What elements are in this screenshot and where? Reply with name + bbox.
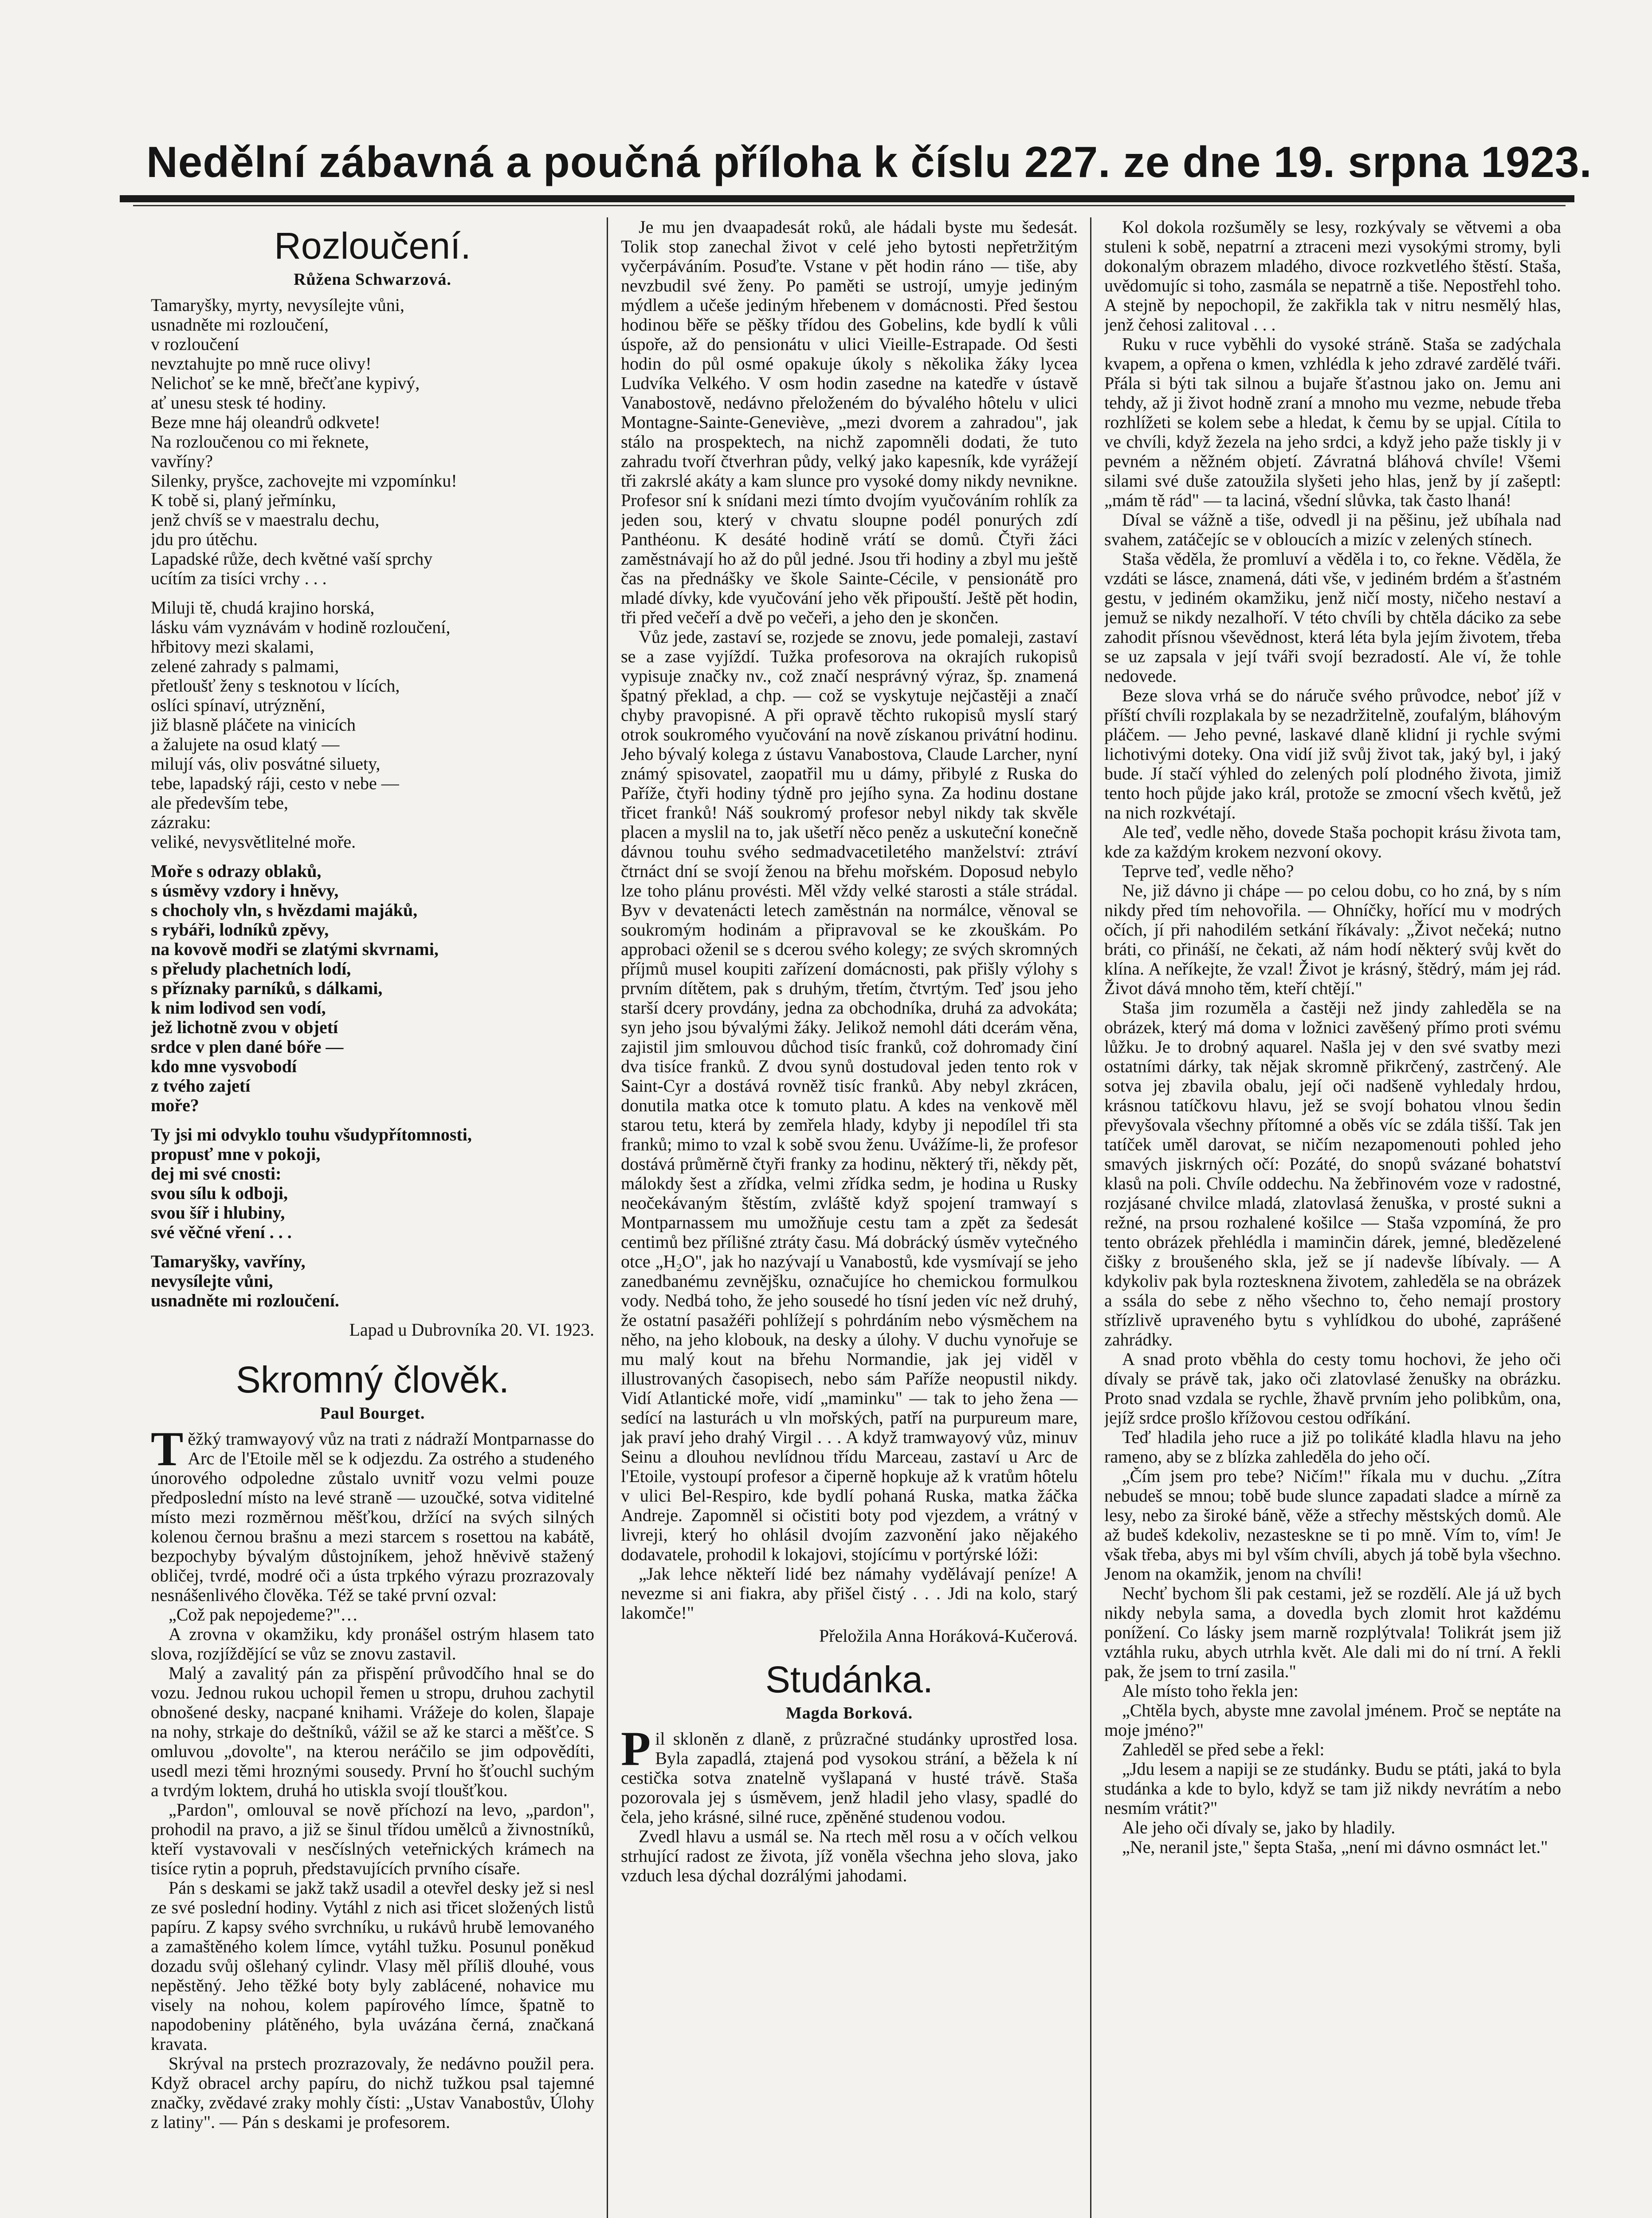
poem-stanza: Ty jsi mi odvyklo touhu všudypřítomnosti, propusť mne v pokoji, dej mi své cnosti: svou sílu k odboji, svou šíř i hlubiny, své věčné vření . . . [151, 1125, 472, 1242]
story-paragraph: Vůz jede, zastaví se, rozjede se znovu, jede pomaleji, zastaví se a zase vyjíždí. Tužka profesorova na okrajích rukopisů vypisuje značky nv., což značí nesprávný výraz, šp. znamená špatný překlad, a chp. — což se vyskytuje nejčastěji a značí chyby pravopisné. A při opravě těchto rukopisů myslí starý otrok soukromého vyučování na nově získanou privátní hodinu. Jeho bývalý kolega z ústavu Vanabostova, Claude Larcher, nyní známý spisovatel, zaopatřil mu u dámy, přibylé z Ruska do Paříže, čtyři hodiny týdně pro jejího syna. Za hodinu dostane třicet franků! Náš soukromý profesor nebyl nikdy tak skvěle placen a myslil na to, jak ušetří něco peněz a uskuteční konečně dávnou touhu svého sedmadvacetiletého manželství: ztráví čtrnáct dní se svojí ženou na břehu mořském. Doposud nebylo lze toho plánu provésti. Měl vždy velké starosti a stále strádal. Byv v devatenácti letech zaměstnán na normálce, věnoval se soukromým hodinám a připravoval se ke zkouškám. Po approbaci oženil se s dcerou svého kolegy; ze svých skromných příjmů musel koupiti zařízení domácnosti, pak přišly výlohy s prvním dítětem, pak s druhým, třetím, čtvrtým. Teď jsou jeho starší dcery provdány, jedna za obchodníka, druhá za advokáta; syn jeho jsou bývalými žáky. Jelikož nemohl dáti dcerám věna, zajistil jim smlouvou důchod tisíc franků, což dohromady činí dva tisíce franků. Z dvou synů dostudoval jeden tento rok v Saint-Cyr a dostává rovněž tisíc franků. Aby nebyl zkrácen, donutila matka otce k tomuto platu. A kdes na venkově měl starou tetu, která by zemřela hlady, kdyby ji nepodílel tři sta franků; mimo to vzal k sobě svou ženu. Uvážíme-li, že profesor dostává průměrně čtyři franky za hodinu, některý tři, někdy pět, málokdy šest a zřídka, velmi zřídka sedm, je hodina u Rusky neočekávaným štěstím, zvláště když spojení tramwayí s Montparnassem mu umožňuje cestu tam a zpět za šedesát centimů bez přílišné ztráty času. Má dobrácký úsměv vytečného otce „H₂O", jak ho nazývají u Vanabostů, kde vysmívají se jeho zanedbanému zevnějšku, označujíce ho chemickou formulkou vody. Nedbá toho, že jeho sousedé ho tísní jeden víc než druhý, že ostatní pasažéři pohlížejí s pohrdáním nebo výsměchem na něho, na jeho klobouk, na desky a úlohy. V duchu vynořuje se mu malý kout na břehu Normandie, jak jej viděl v illustrovaných časopisech, nebo sám Paříže neopustil nikdy. Vidí Atlantické moře, vidí „maminku" — tak to jeho žena — sedící na lasturách u vln mořských, patří na purpureum mare, jak praví jeho drahý Virgil . . . A když tramwayový vůz, minuv Seinu a dlouhou nevlídnou třídu Marceau, zastaví u Arc de l'Etoile, vystoupí profesor a čiperně hopkuje až k vratům hôtelu v ulici Bel-Respiro, kde bydlí pohaná Ruska, matka žáčka Andreje. Zapomněl si očistiti boty pod vjezdem, a vrátný v livreji, který ho ohlásil dvojím zazvonění jako nějakého dodavatele, prohodil k lokajovi, stojícímu v portýrské lóži: [621, 627, 1078, 1564]
story2-paragraph: Nechť bychom šli pak cestami, jež se rozdělí. Ale já už bych nikdy nebyla sama, a dovedla bych zlomit hrot každému ponížení. Co lásky jsem marně rozplýtvala! Tolikrát jsem již vztáhla ruku, abych utrhla květ. Ale dali mi do ní trní. A řekli pak, že jsem to trní zasila." [1104, 1583, 1561, 1681]
story-paragraph: Těžký tramwayový vůz na trati z nádraží Montparnasse do Arc de l'Etoile měl se k odjezdu. Za ostrého a studeného únorového odpoledne zůstalo uvnitř vozu velmi pouze předposlední místo na levé straně — uzoučké, sotva viditelné místo mezi rozměrnou měšťkou, držící na svých silných kolenou černou brašnu a mezi starcem s rosettou na kabátě, bezpochyby bývalým důstojníkem, jehož hněvivě stažený obličej, tvrdé, modré oči a ústa trpkého výrazu prozrazovaly nesnášenlivého člověka. Též se také první ozval: [151, 1422, 594, 1605]
poem-dateline: Lapad u Dubrovníka 20. VI. 1923. [349, 1320, 594, 1340]
masthead-rule-thick [120, 195, 1574, 202]
story2-paragraph: „Ne, neranil jste," šepta Staša, „není mi dávno osmnáct let." [1122, 1837, 1548, 1857]
story2-paragraph: Staša jim rozuměla a častěji než jindy zahleděla se na obrázek, který má doma v ložnici zavěšený přímo proti svému lůžku. Je to drobný aquarel. Našla jej v den své svatby mezi ostatními dárky, tak nějak skromně přikrčený, zastrčený. Ale sotva jej zbavila obalu, její oči nadšeně vyhledaly hrdou, krásnou tatíčkovu hlavu, jež se svojí bohatou vlnou šedin převyšovala všechny přítomné a oběs víc se zdála tišší. Tak jen tatíček uměl darovat, se ničím nezapomenouti pohled jeho smavých jiskrných očí: Pozáté, do snopů svázané bohatství klasů na poli. Chvíle oddechu. Na žebřinovém voze v radostné, rozjásané chvilce mladá, zlatovlasá ženuška, v prosté sukni a režné, na prsou rozhalené košilce — Staša vzpomíná, že pro tento obrázek přehlédla i maminčin dárek, jemné, bledězelené čišky z broušeného skla, jež se jí nadevše líbívaly. — A kdykoliv pak byla roztesknena životem, zahleděla se na obrázek a ssála do sebe z něho všechno to, čeho nemají prostory střízlivě upraveného bytu s vyhlídkou do ubohé, zaprášené zahrádky. [1104, 998, 1561, 1349]
poem-stanza: Miluji tě, chudá krajino horská, lásku vám vyznávám v hodině rozloučení, hřbitovy mezi skalami, zelené zahrady s palmami, přetloušť ženy s tesknotou v lících, oslíci spínaví, utrýznění, již blasně pláčete na vinicích a žalujete na osud klatý — milují vás, oliv posvátné siluety, tebe, lapadský ráji, cesto v nebe — ale především tebe, zázraku: veliké, nevysvětlitelné moře. [151, 598, 451, 852]
story-body-continued [621, 217, 1078, 1623]
story-paragraph: „Což pak nepojedeme?"… [169, 1605, 358, 1624]
translator-credit: Přeložila Anna Horáková-Kučerová. [819, 1626, 1078, 1646]
column-separator [607, 217, 608, 2218]
poem-stanza: Moře s odrazy oblaků, s úsměvy vzdory i hněvy, s chocholy vln, s hvězdami majáků, s rybáři, lodníků zpěvy, na kovově modři se zlatými skvrnami, s přeludy plachetních lodí, s příznaky parníků, s dálkami, k nim lodivod sen vodí, jež lichotně zvou v objetí srdce v plen dané bóře — kdo mne vysvobodí z tvého zajetí moře? [151, 861, 439, 1115]
story2-paragraph: „Čím jsem pro tebe? Ničím!" říkala mu v duchu. „Zítra nebudeš se mnou; tobě bude slunce zapadati sladce a mírně za lesy, nebo za široké báně, věže a střechy městských domů. Ale až budeš kdekoliv, nezastesknе se ti po mně. Vím to, vím! Je však třeba, abys mi byl vším chvíli, abych já tobě byla všechno. Jenom na okamžik, jenom na chvíli! [1104, 1466, 1561, 1584]
supplement-masthead: Nedělní zábavná a poučná příloha k číslu 227. ze dne 19. srpna 1923. [146, 138, 1592, 186]
story2-paragraph: Teď hladila jeho ruce a již po tolikáté kladla hlavu na jeho rameno, aby se z blízka zahleděla do jeho očí. [1104, 1427, 1561, 1467]
story2-paragraph: Ale jeho oči dívaly se, jako by hladily. [1122, 1817, 1396, 1837]
story2-body [621, 1722, 1078, 1885]
poem-author: Růžena Schwarzová. [294, 270, 451, 289]
story2-paragraph: Ne, již dávno ji chápe — po celou dobu, co ho zná, by s ním nikdy před tím nehovořila. — Ohníčky, hořící mu v modrých očích, jí při nahodilém setkání říkávaly: „Život nečeká; nutno bráti, co přináší, ne čekati, až nám hodí některý svůj květ do klína. A neříkejte, že vzal! Život je krásný, štědrý, mám jej rád. Život dává mnoho těm, kteří chtějí." [1104, 881, 1561, 998]
story2-paragraph: Ale teď, vedle něho, dovede Staša pochopit krásu života tam, kde za každým krokem nezvoní okovy. [1104, 822, 1561, 861]
story-paragraph: Pán s deskami se jakž takž usadil a otevřel desky jež si nesl ze své poslední hodiny. Vytáhl z nich asi třicet složených listů papíru. Z kapsy svého svrchníku, u rukávů hrubě lemovaného a zamaštěného kolem límce, vytáhl tužku. Posunul poněkud dozadu svůj ošlehaný cylindr. Vlasy měl příliš dlouhé, vous nepěstěný. Jeho těžké boty byly zablácené, nohavice mu visely na nohou, kolem papírového límce, špatně to napodobeniny plátěného, byla uvázána černá, značkaná kravata. [151, 1878, 594, 2054]
story2-paragraph: Pil skloněn z dlaně, z průzračné studánky uprostřed losa. Byla zapadlá, ztajená pod vysokou strání, a běžela k ní cestička sotva znatelně vyšlapaná v husté trávě. Staša pozorovala jej s úsměvem, jenž hladil jeho vlasy, spadlé do čela, jeho krásné, silné ruce, zpěněné studenou vodou. [621, 1722, 1078, 1827]
story2-author: Magda Borková. [785, 1704, 913, 1722]
story-author: Paul Bourget. [320, 1404, 425, 1423]
story2-paragraph: Zvedl hlavu a usmál se. Na rtech měl rosu a v očích velkou strhující radost ze života, jíž voněla všechna jeho slova, jako vzduch lesa dýchal dozrálými jahodami. [621, 1826, 1078, 1885]
masthead-rule-thin [133, 205, 1566, 206]
poem-stanza: Tamaryšky, vavříny, nevysílejte vůni, usnadněte mi rozloučení. [151, 1251, 339, 1310]
story-paragraph: Malý a zavalitý pán za přispění průvodčího hnal se do vozu. Jednou rukou uchopil řemen u stropu, druhou zachytil obnošené desky, nacpané knihami. Vrážeje do kolen, šlapaje na nohy, strkaje do deštníků, vážil se až ke starci a měšťce. S omluvou „dovolte", na kterou neráčilo se jim odpovědíti, usedl mezi těmi hroznými sousedy. První ho šťouchl suchým a tvrdým loktem, druhá ho utiskla svojí tloušťkou. [151, 1663, 594, 1800]
story-paragraph: Skrýval na prstech prozrazovaly, že nedávno použil pera. Když obracel archy papíru, do nichž tužkou psal tajemné značky, zvědavé zraky mohly čísti: „Ustav Vanabostův, Úlohy z latiny". — Pán s deskami je profesorem. [151, 2053, 594, 2132]
story2-paragraph: „Chtěla bych, abyste mne zavolal jménem. Proč se neptáte na moje jméno?" [1104, 1700, 1561, 1740]
column-2 [621, 217, 1078, 2218]
story-paragraph: Je mu jen dvaapadesát roků, ale hádali byste mu šedesát. Tolik stop zanechal život v celé jeho bytosti nepřetržitým vyčerpáváním. Posuďte. Vstane v pět hodin ráno — tiše, aby nevzbudil své ženy. Po paměti se ustrojí, umyje jediným mýdlem a učeše jediným hřebenem v domácnosti. Před šestou hodinou běře se pěšky třídou des Gobelins, kde bydlí k vůli úspoře, až do pensionátu v ulici Vieille-Estrapade. Od šesti hodin do půl osmé opakuje úkoly s několika žáky lycea Ludvíka Velkého. V osm hodin zasedne na katedře v ústavě Vanabostově, nedávno přeloženém do bývalého hôtelu v ulici Montagne-Sainte-Geneviève, „mezi dvorem a zahradou", jak stálo na prospektech, na nichž zapomněli dodati, že tuto zahradu tvoří čtverhran půdy, velký jako kapesník, kde vyrážejí tři zakrslé akáty a kam slunce pro vysoké domy nikdy nevnikne. Profesor sní k snídani mezi tímto dvojím vyučováním rohlík za jeden sou, který v chvatu sloupne podél ponurých zdí Panthéonu. K desáté hodině vrátí se domů. Čtyři žáci zaměstnávají ho až do půl jedné. Jsou tři hodiny a zbyl mu ještě čas na přednášky ve škole Sainte-Cécile, v pensionátě pro mladé dívky, kde vyučování jeho věk připouští. Ještě pět hodin, tři před večeří a dvě po večeři, a jeho den je skončen. [621, 217, 1078, 627]
story-title: Skromný člověk. [235, 1359, 510, 1400]
column-1 [151, 217, 594, 2218]
story-paragraph: A zrovna v okamžiku, kdy pronášel ostrým hlasem tato slova, rozjíždějící se vůz se znovu zastavil. [151, 1624, 594, 1664]
story2-paragraph: A snad proto vběhla do cesty tomu hochovi, že jeho oči dívaly se právě tak, jako oči zlatovlasé ženušky na obrázku. Proto snad vzdala se rychle, žhavě prvním jeho polibkům, ona, jejíž srdce prošlo křížovou cestou odříkání. [1104, 1349, 1561, 1428]
poem-stanza: Tamaryšky, myrty, nevysílejte vůni, usnadněte mi rozloučení, v rozloučení nevztahujte po mně ruce olivy! Nelichoť se ke mně, břečťane kypivý, ať unesu stesk té hodiny. Beze mne háj oleandrů odkvete! Na rozloučenou co mi řeknete, vavříny? Silenky, pryšce, zachovejte mi vzpomínku! K tobě si, planý jeřmínku, jenž chvíš se v maestralu dechu, jdu pro útěchu. Lapadské růže, dech květné vaší sprchy ucítím za tisíci vrchy . . . [151, 295, 457, 588]
column-3 [1104, 217, 1561, 2218]
column-separator [1090, 217, 1091, 2218]
story2-paragraph: Díval se vážně a tiše, odvedl ji na pěšinu, jež ubíhala nad svahem, zatáčejíc se v obloucích a mizíc v zelených stínech. [1104, 510, 1561, 549]
story2-paragraph: Zahleděl se před sebe a řekl: [1122, 1739, 1325, 1759]
story2-body-continued [1104, 217, 1561, 1857]
story2-paragraph: Ruku v ruce vyběhli do vysoké stráně. Staša se zadýchala kvapem, a opřena o kmen, vzhlédla k jeho zdravé zardělé tváři. Přála si býti tak silnou a bujaře šťastnou jako on. Jemu ani tehdy, až ji život hodně zraní a mnoho mu vezme, nebude třeba rozhlížeti se kolem sebe a hledat, k čemu by se upjal. Cítila to ve chvíli, když žezela na jeho srdci, a když jeho paže tiskly ji v pevném a něžném objetí. Závratná bláhová chvíle! Všemi silami své duše zatoužila slyšeti jeho hlas, jenž by jí zašeptl: „mám tě rád" — ta laciná, všední slůvka, tak často lhaná! [1104, 334, 1561, 510]
story-paragraph: „Pardon", omlouval se nově příchozí na levo, „pardon", prohodil na pravo, a již se šinul třídou umělců a živnostníků, kteří vystavovali v nesčíslných veteřnických krámech na tisíce rytin a popruh, představujících prvního císaře. [151, 1800, 594, 1878]
story2-paragraph: Staša věděla, že promluví a věděla i to, co řekne. Věděla, že vzdáti se lásce, znamená, dáti vše, v jediném brdém a šťastném gestu, v jediném okamžiku, jenž ničí mosty, ničeho nestaví a jemuž se nikdy nezalhoří. V této chvíli by chtěla dáciko za sebe zahodit přísnou vševědnost, která léta byla jejím životem, třeba se uz zapsala v její tváři svojí bezradostí. Ale ví, že tohle nedovede. [1104, 549, 1561, 686]
story2-paragraph: „Jdu lesem a napiji se ze studánky. Budu se ptáti, jaká to byla studánka a kde to bylo, když se tam již nikdy nevrátím a nebo nesmím vrátit?" [1104, 1759, 1561, 1818]
story2-paragraph: Teprve teď, vedle něho? [1122, 861, 1294, 881]
story2-paragraph: Kol dokola rozšuměly se lesy, rozkývaly se větvemi a oba stuleni k sobě, nepatrní a ztraceni mezi vysokými stromy, byli dokonalým obrazem mladého, divoce rozkvetlého štěstí. Staša, uvědomujíc si toho, zasmála se nepatrně a tiše. Nepostřehl toho. A stejně by nepochopil, že zakřikla tak v nitru nesmělý hlas, jenž čehosi zalitoval . . . [1104, 217, 1561, 334]
poem-title: Rozloučení. [274, 225, 471, 267]
story2-paragraph: Beze slova vrhá se do náruče svého průvodce, neboť jíž v příští chvíli rozplakala by se nezadržitelně, zoufalým, bláhovým pláčem. — Jeho pevné, laskavé dlaně klidní ji rychle svými lichotivými doteky. Ona vidí již svůj život tak, jaký byl, i jaký bude. Jí stačí výhled do zelených polí plodného života, jimiž tento hoch půjde jako král, protože se zmocní všech květů, jež na nich rozkvétají. [1104, 685, 1561, 822]
story2-title: Studánka. [765, 1659, 934, 1700]
poem-body [151, 295, 594, 1310]
story-body [151, 1422, 594, 2132]
story-paragraph: „Jak lehce někteří lidé bez námahy vydělávají peníze! A nevezme si ani fiakra, aby přišel čistý . . . Jdi na kolo, starý lakomče!" [621, 1564, 1078, 1623]
story2-paragraph: Ale místo toho řekla jen: [1122, 1681, 1299, 1701]
